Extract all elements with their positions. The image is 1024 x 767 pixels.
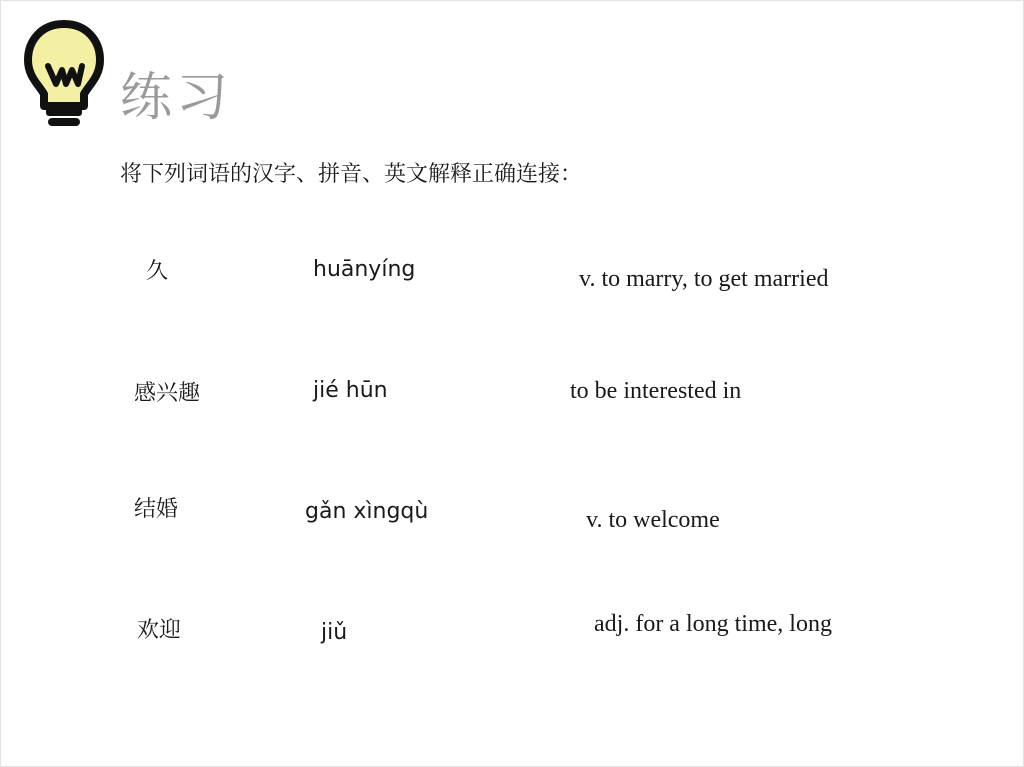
lightbulb-icon (22, 20, 106, 132)
english-item: v. to marry, to get married (579, 266, 829, 292)
slide-title: 练习 (120, 68, 233, 128)
pinyin-item: jiǔ (321, 620, 348, 645)
hanzi-item: 结婚 (134, 497, 179, 522)
hanzi-item: 久 (146, 259, 169, 284)
hanzi-item: 欢迎 (137, 618, 182, 643)
english-item: to be interested in (570, 378, 742, 404)
english-item: adj. for a long time, long (594, 611, 832, 637)
pinyin-item: gǎn xìngqù (305, 499, 429, 524)
pinyin-item: huānyíng (313, 257, 416, 282)
hanzi-item: 感兴趣 (134, 381, 201, 406)
instruction-text: 将下列词语的汉字、拼音、英文解释正确连接： (120, 162, 583, 187)
pinyin-item: jié hūn (313, 378, 388, 403)
english-item: v. to welcome (586, 507, 720, 533)
